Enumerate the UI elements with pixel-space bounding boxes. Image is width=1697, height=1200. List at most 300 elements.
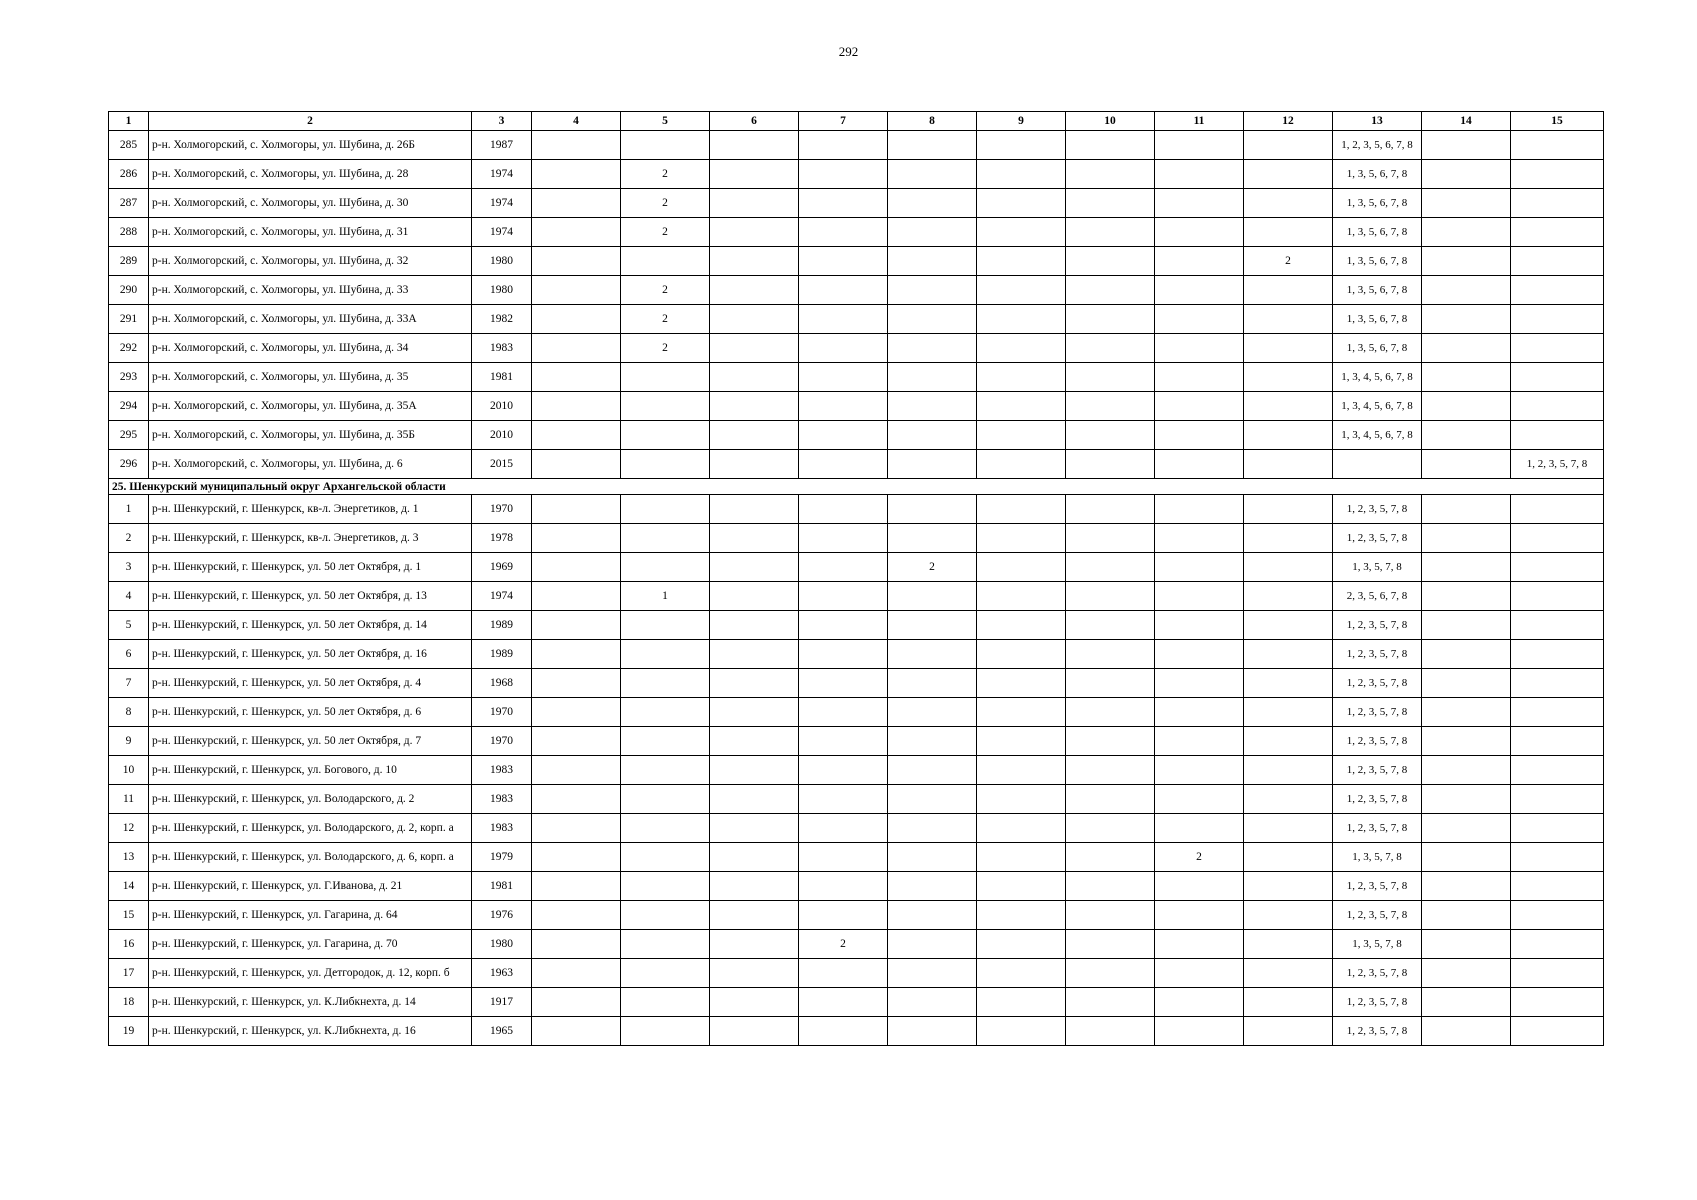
column-7-cell: [799, 959, 888, 988]
row-number: 13: [109, 843, 149, 872]
column-12-cell: [1244, 189, 1333, 218]
column-15-cell: [1511, 785, 1604, 814]
column-10-cell: [1066, 872, 1155, 901]
column-11-cell: [1155, 582, 1244, 611]
column-14-cell: [1422, 843, 1511, 872]
row-number: 7: [109, 669, 149, 698]
column-4-cell: [532, 247, 621, 276]
column-header-5: 5: [621, 112, 710, 131]
column-5-cell: [621, 756, 710, 785]
year-cell: 1970: [472, 727, 532, 756]
column-5-cell: [621, 553, 710, 582]
column-6-cell: [710, 843, 799, 872]
column-9-cell: [977, 698, 1066, 727]
column-15-cell: [1511, 1017, 1604, 1046]
year-cell: 1987: [472, 131, 532, 160]
column-14-cell: [1422, 524, 1511, 553]
column-13-cell: 1, 3, 5, 7, 8: [1333, 930, 1422, 959]
column-7-cell: [799, 785, 888, 814]
column-14-cell: [1422, 872, 1511, 901]
column-7-cell: [799, 756, 888, 785]
year-cell: 1974: [472, 189, 532, 218]
column-9-cell: [977, 640, 1066, 669]
column-4-cell: [532, 160, 621, 189]
column-6-cell: [710, 363, 799, 392]
column-12-cell: [1244, 334, 1333, 363]
column-5-cell: [621, 959, 710, 988]
column-5-cell: [621, 988, 710, 1017]
column-15-cell: [1511, 930, 1604, 959]
column-4-cell: [532, 392, 621, 421]
table-row: [109, 131, 1604, 160]
column-8-cell: [888, 814, 977, 843]
column-15-cell: [1511, 640, 1604, 669]
column-13-cell: 1, 3, 4, 5, 6, 7, 8: [1333, 363, 1422, 392]
column-8-cell: [888, 698, 977, 727]
column-12-cell: [1244, 421, 1333, 450]
column-6-cell: [710, 785, 799, 814]
column-12-cell: [1244, 901, 1333, 930]
column-5-cell: [621, 640, 710, 669]
column-5-cell: [621, 785, 710, 814]
column-13-cell: 1, 3, 4, 5, 6, 7, 8: [1333, 392, 1422, 421]
row-number: 296: [109, 450, 149, 479]
year-cell: 1974: [472, 218, 532, 247]
column-15-cell: [1511, 276, 1604, 305]
column-8-cell: [888, 669, 977, 698]
table-row: [109, 334, 1604, 363]
table-row: [109, 988, 1604, 1017]
column-10-cell: [1066, 450, 1155, 479]
row-number: 286: [109, 160, 149, 189]
column-10-cell: [1066, 930, 1155, 959]
column-12-cell: [1244, 785, 1333, 814]
address-cell: р-н. Шенкурский, г. Шенкурск, ул. 50 лет Октября, д. 6: [149, 698, 472, 727]
address-cell: р-н. Шенкурский, г. Шенкурск, кв-л. Энергетиков, д. 1: [149, 495, 472, 524]
column-5-cell: [621, 901, 710, 930]
column-7-cell: [799, 218, 888, 247]
column-7-cell: [799, 582, 888, 611]
column-13-cell: 1, 2, 3, 5, 7, 8: [1333, 785, 1422, 814]
column-9-cell: [977, 1017, 1066, 1046]
year-cell: 1917: [472, 988, 532, 1017]
column-15-cell: [1511, 305, 1604, 334]
column-7-cell: [799, 160, 888, 189]
column-9-cell: [977, 305, 1066, 334]
column-13-cell: 1, 2, 3, 5, 7, 8: [1333, 640, 1422, 669]
column-9-cell: [977, 756, 1066, 785]
row-number: 9: [109, 727, 149, 756]
column-4-cell: [532, 218, 621, 247]
address-cell: р-н. Шенкурский, г. Шенкурск, ул. Детгородок, д. 12, корп. б: [149, 959, 472, 988]
column-11-cell: [1155, 392, 1244, 421]
column-14-cell: [1422, 988, 1511, 1017]
column-14-cell: [1422, 727, 1511, 756]
column-8-cell: [888, 959, 977, 988]
address-cell: р-н. Холмогорский, с. Холмогоры, ул. Шубина, д. 28: [149, 160, 472, 189]
column-5-cell: [621, 524, 710, 553]
column-14-cell: [1422, 276, 1511, 305]
column-7-cell: [799, 334, 888, 363]
column-10-cell: [1066, 495, 1155, 524]
column-5-cell: [621, 421, 710, 450]
year-cell: 1989: [472, 640, 532, 669]
column-5-cell: [621, 727, 710, 756]
column-6-cell: [710, 218, 799, 247]
column-13-cell: 1, 2, 3, 5, 7, 8: [1333, 959, 1422, 988]
column-10-cell: [1066, 421, 1155, 450]
address-cell: р-н. Шенкурский, г. Шенкурск, ул. Володарского, д. 6, корп. а: [149, 843, 472, 872]
column-8-cell: [888, 450, 977, 479]
column-5-cell: [621, 814, 710, 843]
column-4-cell: [532, 363, 621, 392]
row-number: 19: [109, 1017, 149, 1046]
table-row: [109, 959, 1604, 988]
column-9-cell: [977, 843, 1066, 872]
column-8-cell: [888, 363, 977, 392]
column-header-10: 10: [1066, 112, 1155, 131]
column-6-cell: [710, 582, 799, 611]
column-9-cell: [977, 160, 1066, 189]
column-6-cell: [710, 1017, 799, 1046]
table-row: [109, 450, 1604, 479]
column-10-cell: [1066, 1017, 1155, 1046]
column-13-cell: 1, 3, 5, 6, 7, 8: [1333, 189, 1422, 218]
column-10-cell: [1066, 756, 1155, 785]
row-number: 8: [109, 698, 149, 727]
column-7-cell: [799, 988, 888, 1017]
table-row: [109, 727, 1604, 756]
column-14-cell: [1422, 450, 1511, 479]
column-9-cell: [977, 392, 1066, 421]
column-8-cell: [888, 930, 977, 959]
housing-register-table: [108, 111, 1604, 1046]
year-cell: 1983: [472, 785, 532, 814]
row-number: 295: [109, 421, 149, 450]
column-9-cell: [977, 218, 1066, 247]
column-11-cell: [1155, 756, 1244, 785]
address-cell: р-н. Шенкурский, г. Шенкурск, ул. Гагарина, д. 70: [149, 930, 472, 959]
column-5-cell: [621, 1017, 710, 1046]
column-7-cell: [799, 727, 888, 756]
column-header-4: 4: [532, 112, 621, 131]
column-14-cell: [1422, 305, 1511, 334]
column-header-7: 7: [799, 112, 888, 131]
column-14-cell: [1422, 1017, 1511, 1046]
column-13-cell: 1, 3, 5, 7, 8: [1333, 843, 1422, 872]
column-6-cell: [710, 421, 799, 450]
column-9-cell: [977, 495, 1066, 524]
table-row: [109, 392, 1604, 421]
column-10-cell: [1066, 640, 1155, 669]
row-number: 12: [109, 814, 149, 843]
column-8-cell: [888, 218, 977, 247]
table-row: [109, 160, 1604, 189]
column-12-cell: [1244, 392, 1333, 421]
column-5-cell: [621, 930, 710, 959]
column-5-cell: [621, 363, 710, 392]
column-6-cell: [710, 727, 799, 756]
column-9-cell: [977, 334, 1066, 363]
column-5-cell: 2: [621, 276, 710, 305]
column-4-cell: [532, 495, 621, 524]
year-cell: 1983: [472, 756, 532, 785]
column-8-cell: 2: [888, 553, 977, 582]
column-4-cell: [532, 1017, 621, 1046]
column-6-cell: [710, 611, 799, 640]
column-9-cell: [977, 421, 1066, 450]
column-9-cell: [977, 553, 1066, 582]
column-14-cell: [1422, 131, 1511, 160]
column-9-cell: [977, 959, 1066, 988]
column-10-cell: [1066, 901, 1155, 930]
column-11-cell: 2: [1155, 843, 1244, 872]
column-11-cell: [1155, 959, 1244, 988]
column-header-15: 15: [1511, 112, 1604, 131]
column-9-cell: [977, 930, 1066, 959]
address-cell: р-н. Шенкурский, г. Шенкурск, ул. Г.Иванова, д. 21: [149, 872, 472, 901]
column-13-cell: 1, 2, 3, 5, 7, 8: [1333, 669, 1422, 698]
column-9-cell: [977, 785, 1066, 814]
address-cell: р-н. Шенкурский, г. Шенкурск, ул. 50 лет Октября, д. 16: [149, 640, 472, 669]
address-cell: р-н. Шенкурский, г. Шенкурск, ул. К.Либкнехта, д. 14: [149, 988, 472, 1017]
column-6-cell: [710, 160, 799, 189]
address-cell: р-н. Шенкурский, г. Шенкурск, ул. Богового, д. 10: [149, 756, 472, 785]
table-row: [109, 785, 1604, 814]
year-cell: 1963: [472, 959, 532, 988]
column-8-cell: [888, 988, 977, 1017]
address-cell: р-н. Холмогорский, с. Холмогоры, ул. Шубина, д. 34: [149, 334, 472, 363]
column-11-cell: [1155, 611, 1244, 640]
column-7-cell: [799, 450, 888, 479]
row-number: 292: [109, 334, 149, 363]
column-6-cell: [710, 495, 799, 524]
column-15-cell: [1511, 495, 1604, 524]
column-12-cell: [1244, 698, 1333, 727]
column-13-cell: 1, 2, 3, 5, 7, 8: [1333, 901, 1422, 930]
column-7-cell: 2: [799, 930, 888, 959]
row-number: 1: [109, 495, 149, 524]
column-7-cell: [799, 872, 888, 901]
column-9-cell: [977, 872, 1066, 901]
column-5-cell: [621, 872, 710, 901]
year-cell: 1980: [472, 276, 532, 305]
column-15-cell: [1511, 959, 1604, 988]
column-12-cell: [1244, 582, 1333, 611]
column-11-cell: [1155, 276, 1244, 305]
column-7-cell: [799, 524, 888, 553]
column-4-cell: [532, 305, 621, 334]
column-11-cell: [1155, 421, 1244, 450]
address-cell: р-н. Холмогорский, с. Холмогоры, ул. Шубина, д. 35Б: [149, 421, 472, 450]
column-4-cell: [532, 901, 621, 930]
column-4-cell: [532, 334, 621, 363]
column-14-cell: [1422, 363, 1511, 392]
address-cell: р-н. Шенкурский, г. Шенкурск, ул. Володарского, д. 2, корп. а: [149, 814, 472, 843]
column-6-cell: [710, 392, 799, 421]
column-14-cell: [1422, 189, 1511, 218]
column-13-cell: 1, 2, 3, 5, 7, 8: [1333, 988, 1422, 1017]
column-9-cell: [977, 988, 1066, 1017]
column-14-cell: [1422, 334, 1511, 363]
column-7-cell: [799, 640, 888, 669]
table-row: [109, 756, 1604, 785]
column-5-cell: 2: [621, 189, 710, 218]
column-12-cell: [1244, 524, 1333, 553]
row-number: 290: [109, 276, 149, 305]
year-cell: 1976: [472, 901, 532, 930]
row-number: 3: [109, 553, 149, 582]
column-5-cell: [621, 669, 710, 698]
column-13-cell: 1, 3, 5, 6, 7, 8: [1333, 218, 1422, 247]
column-5-cell: 2: [621, 334, 710, 363]
row-number: 5: [109, 611, 149, 640]
column-header-12: 12: [1244, 112, 1333, 131]
section-header-row: [109, 479, 1604, 495]
column-12-cell: [1244, 363, 1333, 392]
column-6-cell: [710, 553, 799, 582]
year-cell: 1965: [472, 1017, 532, 1046]
column-10-cell: [1066, 160, 1155, 189]
row-number: 11: [109, 785, 149, 814]
column-8-cell: [888, 756, 977, 785]
column-13-cell: 1, 2, 3, 5, 7, 8: [1333, 611, 1422, 640]
row-number: 17: [109, 959, 149, 988]
column-12-cell: [1244, 669, 1333, 698]
column-9-cell: [977, 669, 1066, 698]
year-cell: 2015: [472, 450, 532, 479]
column-7-cell: [799, 901, 888, 930]
year-cell: 1981: [472, 872, 532, 901]
column-15-cell: [1511, 611, 1604, 640]
column-7-cell: [799, 669, 888, 698]
column-4-cell: [532, 524, 621, 553]
column-8-cell: [888, 131, 977, 160]
column-10-cell: [1066, 524, 1155, 553]
column-13-cell: 1, 2, 3, 5, 7, 8: [1333, 727, 1422, 756]
column-12-cell: [1244, 959, 1333, 988]
column-8-cell: [888, 611, 977, 640]
column-12-cell: [1244, 988, 1333, 1017]
column-10-cell: [1066, 553, 1155, 582]
column-10-cell: [1066, 582, 1155, 611]
column-15-cell: [1511, 363, 1604, 392]
column-header-13: 13: [1333, 112, 1422, 131]
column-11-cell: [1155, 814, 1244, 843]
column-8-cell: [888, 1017, 977, 1046]
column-14-cell: [1422, 669, 1511, 698]
table-row: [109, 305, 1604, 334]
column-15-cell: [1511, 698, 1604, 727]
column-13-cell: 1, 2, 3, 5, 7, 8: [1333, 1017, 1422, 1046]
column-15-cell: [1511, 334, 1604, 363]
column-9-cell: [977, 131, 1066, 160]
column-14-cell: [1422, 392, 1511, 421]
column-5-cell: 2: [621, 305, 710, 334]
column-9-cell: [977, 363, 1066, 392]
year-cell: 1980: [472, 930, 532, 959]
address-cell: р-н. Холмогорский, с. Холмогоры, ул. Шубина, д. 35А: [149, 392, 472, 421]
column-6-cell: [710, 930, 799, 959]
column-13-cell: 1, 2, 3, 5, 7, 8: [1333, 698, 1422, 727]
column-11-cell: [1155, 247, 1244, 276]
table-row: [109, 872, 1604, 901]
row-number: 18: [109, 988, 149, 1017]
column-9-cell: [977, 727, 1066, 756]
row-number: 288: [109, 218, 149, 247]
column-11-cell: [1155, 524, 1244, 553]
column-8-cell: [888, 872, 977, 901]
column-12-cell: [1244, 872, 1333, 901]
row-number: 293: [109, 363, 149, 392]
column-10-cell: [1066, 611, 1155, 640]
column-14-cell: [1422, 160, 1511, 189]
column-6-cell: [710, 988, 799, 1017]
column-13-cell: [1333, 450, 1422, 479]
column-4-cell: [532, 727, 621, 756]
year-cell: 1974: [472, 582, 532, 611]
column-6-cell: [710, 756, 799, 785]
column-7-cell: [799, 553, 888, 582]
table-row: [109, 247, 1604, 276]
column-9-cell: [977, 814, 1066, 843]
row-number: 285: [109, 131, 149, 160]
column-4-cell: [532, 611, 621, 640]
column-7-cell: [799, 495, 888, 524]
column-12-cell: [1244, 160, 1333, 189]
column-6-cell: [710, 131, 799, 160]
column-7-cell: [799, 131, 888, 160]
column-9-cell: [977, 189, 1066, 218]
column-8-cell: [888, 189, 977, 218]
column-12-cell: [1244, 756, 1333, 785]
column-7-cell: [799, 189, 888, 218]
table-row: [109, 611, 1604, 640]
column-4-cell: [532, 189, 621, 218]
column-6-cell: [710, 698, 799, 727]
column-12-cell: [1244, 495, 1333, 524]
column-4-cell: [532, 553, 621, 582]
table-row: [109, 553, 1604, 582]
address-cell: р-н. Холмогорский, с. Холмогоры, ул. Шубина, д. 26Б: [149, 131, 472, 160]
column-header-9: 9: [977, 112, 1066, 131]
column-13-cell: 1, 2, 3, 5, 7, 8: [1333, 756, 1422, 785]
column-10-cell: [1066, 363, 1155, 392]
column-9-cell: [977, 901, 1066, 930]
row-number: 14: [109, 872, 149, 901]
column-10-cell: [1066, 247, 1155, 276]
column-15-cell: [1511, 756, 1604, 785]
column-12-cell: [1244, 640, 1333, 669]
table-row: [109, 218, 1604, 247]
column-11-cell: [1155, 450, 1244, 479]
column-6-cell: [710, 247, 799, 276]
column-4-cell: [532, 421, 621, 450]
column-14-cell: [1422, 930, 1511, 959]
column-6-cell: [710, 189, 799, 218]
column-11-cell: [1155, 160, 1244, 189]
column-6-cell: [710, 901, 799, 930]
column-8-cell: [888, 421, 977, 450]
column-5-cell: [621, 450, 710, 479]
column-12-cell: [1244, 1017, 1333, 1046]
row-number: 287: [109, 189, 149, 218]
column-11-cell: [1155, 1017, 1244, 1046]
column-15-cell: [1511, 872, 1604, 901]
column-8-cell: [888, 495, 977, 524]
table-row: [109, 495, 1604, 524]
column-15-cell: [1511, 727, 1604, 756]
